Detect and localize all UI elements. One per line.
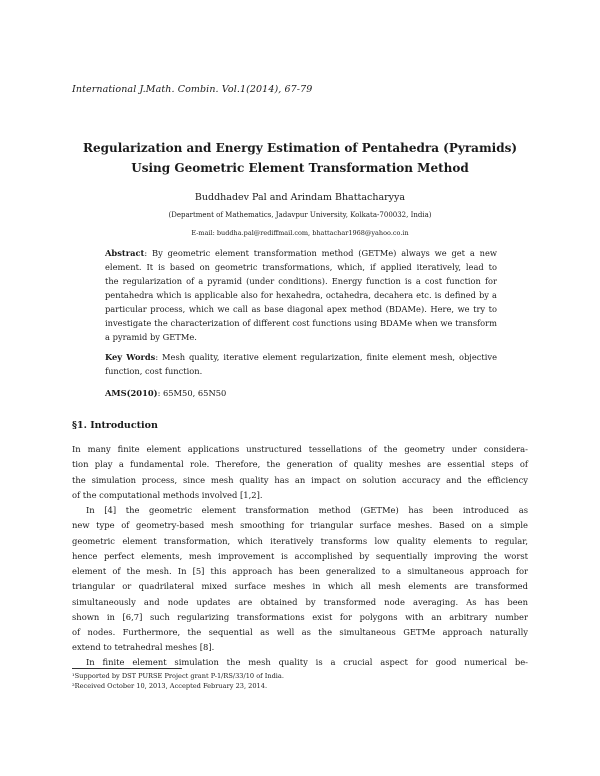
body-line: of nodes. Furthermore, the sequential as well as the simultaneous GETMe approach naturally (72, 627, 528, 637)
journal-header: International J.Math. Combin. Vol.1(2014), 67-79 (72, 84, 313, 95)
body-paragraph-2 (72, 503, 528, 656)
body-line: geometric element transformation, which iteratively transforms low quality elements to regular, (72, 535, 528, 546)
abstract-block (105, 246, 497, 344)
keywords-line: function, cost function. (105, 366, 203, 376)
body-line: extend to tetrahedral meshes [8]. (72, 642, 215, 653)
abstract-label: Abstract (105, 248, 145, 258)
ams-value: : 65M50, 65N50 (157, 388, 227, 398)
body-line: tion play a fundamental role. Therefore, the generation of quality meshes are essential steps of (72, 459, 528, 470)
abstract-line: pentahedra which is applicable also for hexahedra, octahedra, decahera etc. is defined by a (105, 290, 497, 300)
footnote-rule (72, 668, 182, 669)
abstract-line: investigate the characterization of different cost functions using BDAMe when we transform (105, 318, 497, 328)
title-line-1: Regularization and Energy Estimation of Pentahedra (Pyramids) (82, 141, 518, 155)
email-line: E-mail: buddha.pal@rediffmail.com, bhattachar1968@yahoo.co.in (191, 229, 409, 237)
footnote-2: ²Received October 10, 2013, Accepted February 23, 2014. (72, 682, 268, 690)
affiliation: (Department of Mathematics, Jadavpur University, Kolkata-700032, India) (168, 211, 432, 219)
body-paragraph-1 (72, 442, 528, 503)
authors: Buddhadev Pal and Arindam Bhattacharyya (194, 192, 406, 203)
ams-block (105, 386, 497, 400)
body-line: In finite element simulation the mesh quality is a crucial aspect for good numerical be- (86, 657, 528, 667)
body-line: the simulation process, since mesh quality has an impact on solution accuracy and the efficiency (72, 474, 528, 485)
keywords-label: Key Words (105, 352, 156, 362)
body-line: In many finite element applications unstructured tessellations of the geometry under considera- (72, 444, 528, 454)
title-line-2: Using Geometric Element Transformation Method (131, 161, 469, 175)
body-line: shown in [6,7] such regularizing transformations exist for polygons with an arbitrary number (72, 611, 528, 622)
keywords-line: Key Words: Mesh quality, iterative element regularization, finite element mesh, objective (105, 352, 497, 362)
body-line: new type of geometry-based mesh smoothing for triangular surface meshes. Based on a simple (72, 520, 528, 531)
ams-label: AMS(2010) (105, 388, 158, 398)
abstract-line: a pyramid by GETMe. (105, 332, 197, 342)
body-line: In [4] the geometric element transformation method (GETMe) has been introduced as (86, 505, 528, 515)
section-heading: §1. Introduction (72, 420, 158, 431)
body-line: triangular or quadrilateral mixed surface meshes in which all mesh elements are transformed (72, 581, 528, 592)
body-line: hence perfect elements, mesh improvement is accomplished by sequentially improving the worst (72, 550, 528, 561)
abstract-line: the regularization of a pyramid (under conditions). Energy function is a cost function for (105, 276, 497, 286)
body-line: element of the mesh. In [5] this approach has been generalized to a simultaneous approach for (72, 566, 528, 576)
abstract-line: element. It is based on geometric transformations, which, if applied iteratively, lead to (105, 262, 497, 272)
abstract-line: Abstract: By geometric element transformation method (GETMe) always we get a new (105, 248, 497, 258)
keywords-block (105, 350, 497, 378)
body-line: of the computational methods involved [1,2]. (72, 489, 263, 500)
footnote-1: ¹Supported by DST PURSE Project grant P-1/RS/33/10 of India. (72, 672, 284, 680)
body-line: simultaneously and node updates are obtained by transformed node averaging. As has been (72, 596, 528, 607)
abstract-line: particular process, which we call as base diagonal apex method (BDAMe). Here, we try to (105, 304, 497, 314)
